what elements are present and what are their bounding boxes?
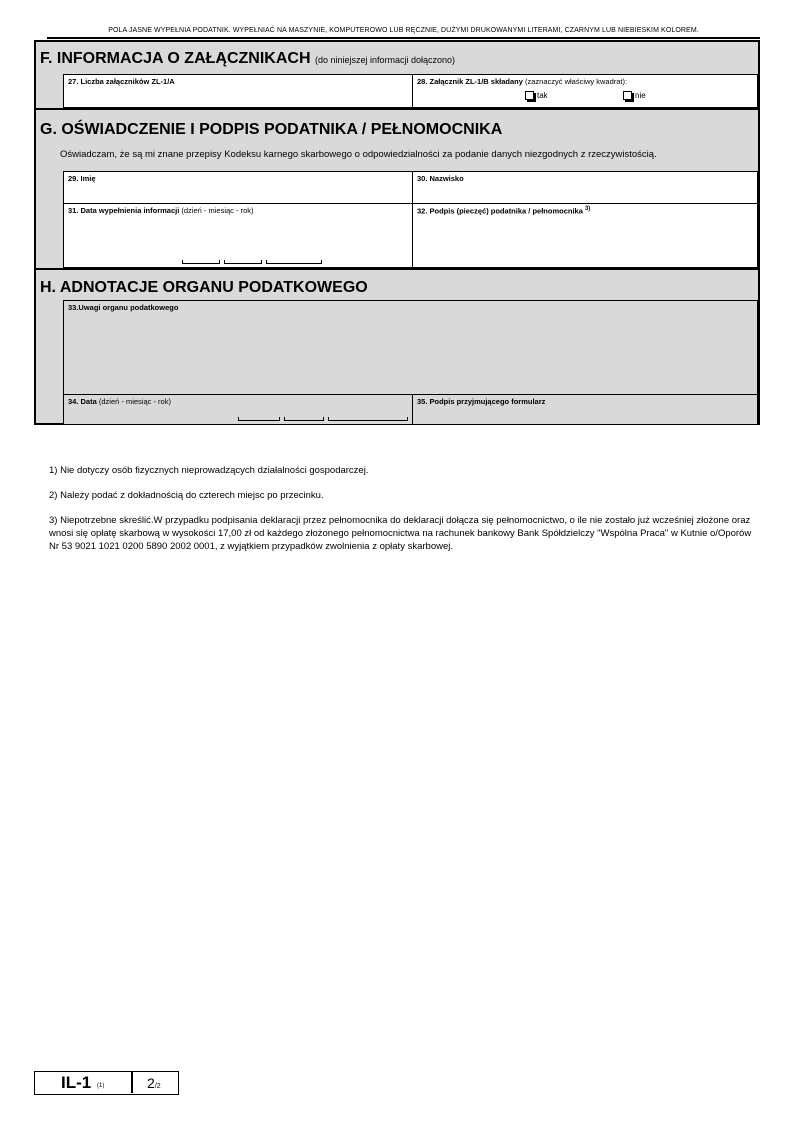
option-yes-label: tak [537, 91, 548, 100]
form-id-box [34, 1071, 179, 1095]
field-32-label-text: 32. Podpis (pieczęć) podatnika / pełnomocnika [417, 206, 583, 216]
footnote-ref: 3) [584, 206, 591, 212]
field-32-signature[interactable] [412, 203, 758, 268]
field-31-label [68, 206, 254, 215]
field-34-label [68, 397, 171, 406]
checkbox-yes[interactable] [525, 91, 534, 100]
footnote-1: 1) Nie dotyczy osób fizycznych nieprowadzących działalności gospodarczej. [49, 465, 369, 476]
section-h [36, 270, 758, 425]
section-f [36, 42, 758, 110]
field-30-last-name[interactable] [412, 171, 758, 204]
field-28-label-text: 28. Załącznik ZL-1/B składany [417, 77, 523, 86]
option-yes[interactable] [525, 91, 548, 100]
checkbox-no[interactable] [623, 91, 632, 100]
field-29-label: 29. Imię [68, 174, 96, 183]
field-32-label [417, 206, 590, 216]
field-30-label: 30. Nazwisko [417, 174, 464, 183]
section-f-subtitle: (do niniejszej informacji dołączono) [314, 55, 456, 65]
field-34-note: (dzień - miesiąc - rok) [98, 397, 171, 406]
field-35-receiver-signature [412, 394, 758, 425]
field-27-attachments-count[interactable] [63, 74, 414, 108]
field-33-office-notes [63, 300, 758, 395]
form-version: (1) [97, 1083, 105, 1089]
header-rule [47, 37, 760, 39]
field-34-date [63, 394, 414, 425]
page-number [147, 1075, 161, 1091]
field-34-label-text: 34. Data [68, 397, 97, 406]
declaration-text: Oświadczam, że są mi znane przepisy Kodeksu karnego skarbowego o odpowiedzialności za podanie danych niezgodnych z rzeczywistością. [60, 149, 657, 160]
option-no-label: nie [635, 91, 646, 100]
section-g-title: G. OŚWIADCZENIE I PODPIS PODATNIKA / PEŁNOMOCNIKA [40, 121, 503, 138]
field-28-note: (zaznaczyć właściwy kwadrat): [524, 77, 628, 86]
date-input-boxes [238, 416, 408, 421]
field-31-fill-date[interactable] [63, 203, 414, 268]
form-body [34, 40, 760, 425]
date-input-boxes[interactable] [182, 259, 322, 264]
field-28-attachment-zl1b [412, 74, 758, 108]
field-31-label-text: 31. Data wypełnienia informacji [68, 206, 180, 215]
field-29-first-name[interactable] [63, 171, 414, 204]
section-g [36, 110, 758, 270]
option-no[interactable] [623, 91, 646, 100]
section-f-title [40, 50, 455, 68]
header-note: POLA JASNE WYPEŁNIA PODATNIK. WYPEŁNIAĆ NA MASZYNIE, KOMPUTEROWO LUB RĘCZNIE, DUŻYMI DRUKOWANYMI LITERAMI, CZARNYM LUB NIEBIESKIM KOLOREM. [108, 27, 699, 34]
field-35-label: 35. Podpis przyjmującego formularz [417, 397, 546, 406]
section-f-title-text: F. INFORMACJA O ZAŁĄCZNIKACH [40, 50, 311, 67]
field-28-label [417, 77, 627, 86]
field-33-label: 33.Uwagi organu podatkowego [68, 303, 179, 312]
form-code: IL-1 [61, 1073, 92, 1092]
page-current: 2 [147, 1075, 155, 1091]
field-27-label: 27. Liczba załączników ZL-1/A [68, 77, 175, 86]
form-id-divider [131, 1072, 133, 1093]
footnote-3: 3) Niepotrzebne skreślić.W przypadku podpisania deklaracji przez pełnomocnika do deklaracji dołącza się pełnomocnictwo, o ile nie zostało już wcześniej złożone oraz wnosi się opłatę skarbową w wysokości 17,00 zł od każdego złożonego pełnomocnictwa na rachunek bankowy Bank Spółdzielczy "Wspólna Praca" w Kutnie o/Oporów Nr 53 9021 1021 0200 5890 2002 0001, z wyjątkiem przypadków zwolnienia z opłaty skarbowej. [49, 515, 752, 552]
page-total: /2 [154, 1083, 161, 1090]
footnote-2: 2) Należy podać z dokładnością do czterech miejsc po przecinku. [49, 490, 324, 501]
section-h-title: H. ADNOTACJE ORGANU PODATKOWEGO [40, 279, 368, 296]
field-31-note: (dzień - miesiąc - rok) [181, 206, 254, 215]
